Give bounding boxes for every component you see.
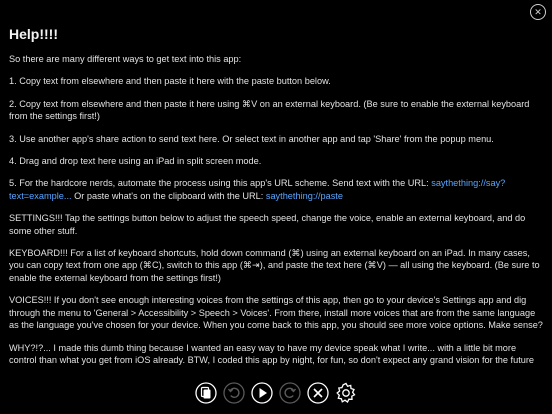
- undo-icon: [223, 382, 245, 404]
- help-keyboard: KEYBOARD!!! For a list of keyboard shortcuts, hold down command (⌘) using an external keyboard on an iPad. In many cases, you can copy text from one app (⌘C), switch to this app (⌘⇥), and paste the text here (⌘V) — all using the keyboard. (Be sure to enable the external keyboard from the settings first!): [9, 248, 540, 283]
- help-step-3: 3. Use another app's share action to send text here. Or select text in another app and tap 'Share' from the popup menu.: [9, 133, 494, 144]
- clear-button[interactable]: [307, 382, 329, 404]
- undo-button[interactable]: [223, 382, 245, 404]
- bottom-toolbar: [0, 380, 552, 406]
- settings-button[interactable]: [335, 382, 357, 404]
- clear-icon: [307, 382, 329, 404]
- help-step-2: 2. Copy text from elsewhere and then paste it here using ⌘V on an external keyboard. (Be sure to enable the external keyboard from the settings first!): [9, 98, 530, 122]
- help-why: WHY?!?... I made this dumb thing because I wanted an easy way to have my device speak what I write... with a little bit more control than what you get from iOS already. BTW, I coded this app by night, for fun, so don't expect any grand vision for the future: [9, 342, 535, 365]
- settings-icon: [335, 382, 357, 404]
- close-icon: ✕: [534, 6, 542, 17]
- help-step-5: [9, 177, 543, 202]
- help-step-4: 4. Drag and drop text here using an iPad in split screen mode.: [9, 156, 262, 167]
- copy-icon: [195, 382, 217, 404]
- help-voices: VOICES!!! If you don't see enough interesting voices from the settings of this app, then go to your device's Settings app and dig through the menu to 'General > Accessibility > Speech > Voices'. From there, install more voices that are from the same language as the language you've chosen for your device. When you come back to this app, you should see more voice options. Make sense?: [9, 295, 543, 331]
- redo-button[interactable]: [279, 382, 301, 404]
- redo-icon: [279, 382, 301, 404]
- url-paste-link[interactable]: saythething://paste: [265, 190, 343, 201]
- help-intro: So there are many different ways to get text into this app:: [9, 54, 242, 64]
- help-step-5-text-a: 5. For the hardcore nerds, automate the process using this app's URL scheme. Send text with the URL:: [9, 178, 432, 189]
- help-step-5-text-b: Or paste what's on the clipboard with the URL:: [71, 190, 266, 201]
- help-step-1: 1. Copy text from elsewhere and then paste it here with the paste button below.: [9, 76, 331, 87]
- close-button[interactable]: [530, 4, 546, 20]
- help-settings: SETTINGS!!! Tap the settings button below to adjust the speech speed, change the voice, enable an external keyboard, and do some other stuff.: [9, 213, 526, 236]
- copy-button[interactable]: [195, 382, 217, 404]
- url-say-link[interactable]: saythething://say?text=example...: [9, 178, 506, 201]
- play-icon: [251, 382, 273, 404]
- help-title: Help!!!!: [9, 26, 58, 42]
- play-button[interactable]: [251, 382, 273, 404]
- help-text-view[interactable]: [9, 26, 543, 378]
